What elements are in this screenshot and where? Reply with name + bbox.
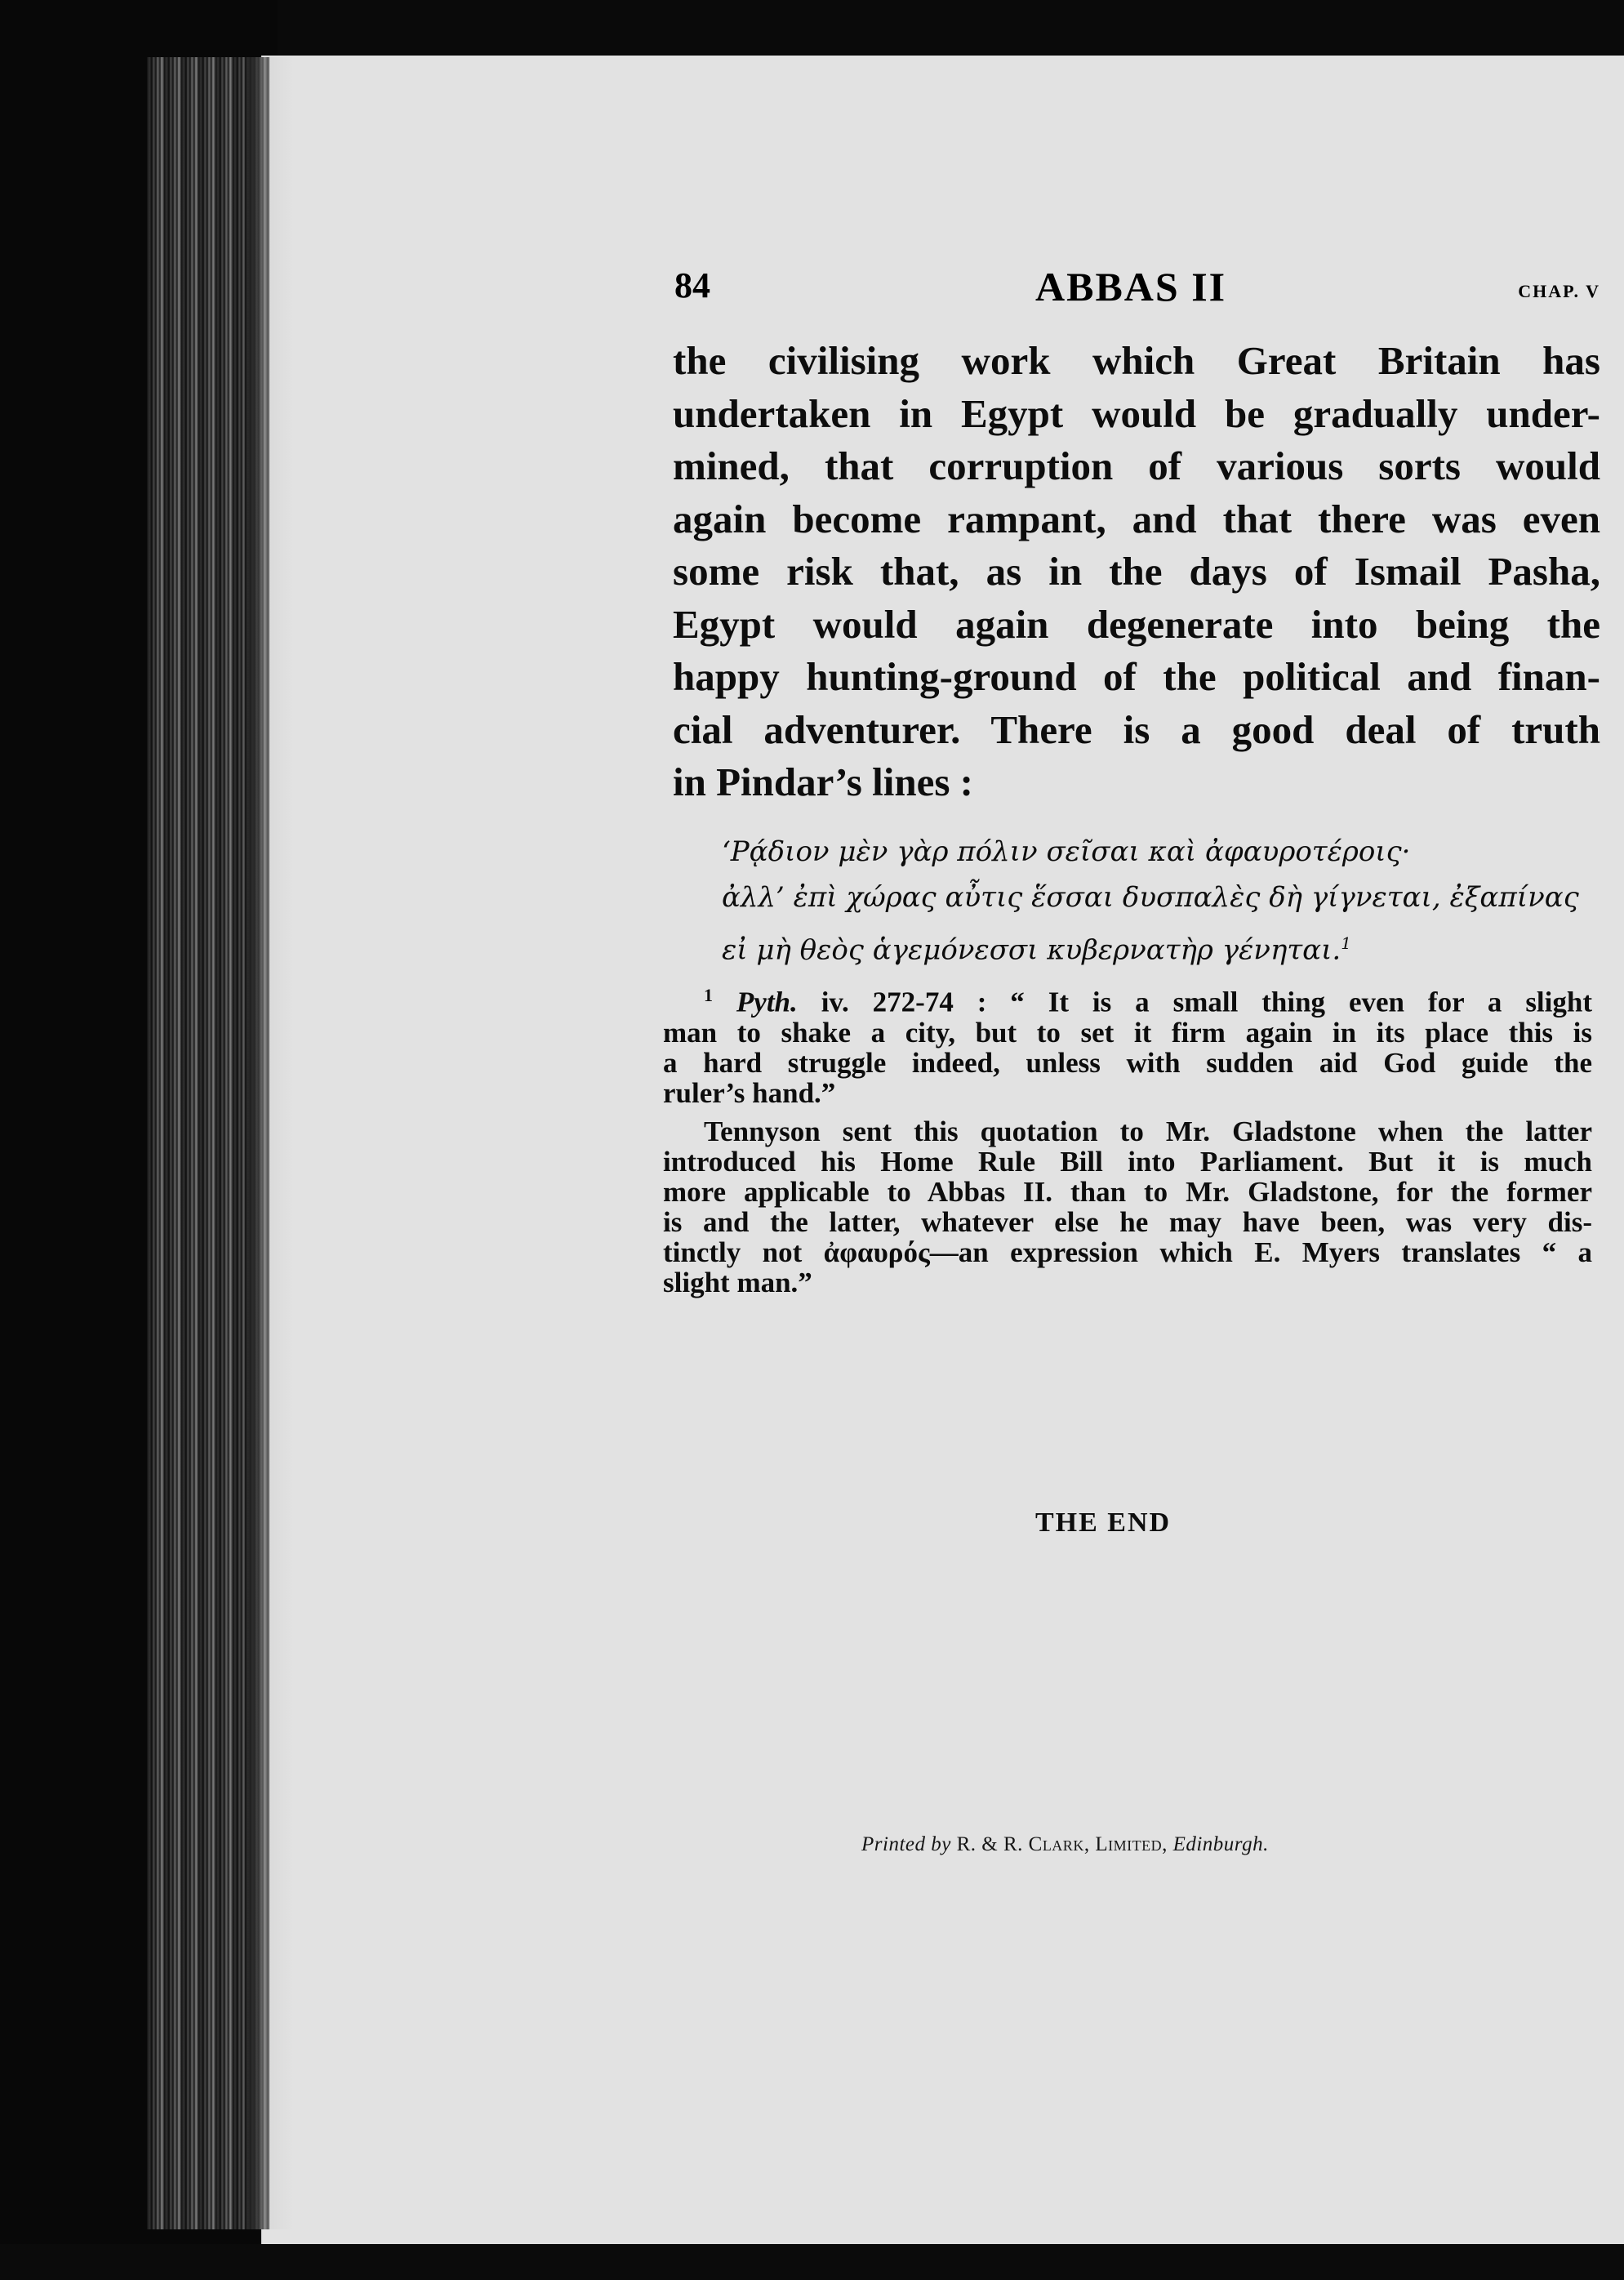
quotation-line: ‘Ρᾴδιον μὲν γὰρ πόλιν σεῖσαι καὶ ἀφαυροτέροις· xyxy=(722,835,1411,868)
footnote-line: slight man.” xyxy=(663,1266,812,1298)
imprint-printed-by: Printed by xyxy=(861,1833,951,1855)
gutter-shadow xyxy=(245,57,294,2229)
greek-quotation xyxy=(722,829,1620,973)
body-line: cial adventurer. There is a good deal of truth xyxy=(673,706,1600,752)
footnote-line: tinctly not ἀφαυρός—an expression which E. Myers translates “ a xyxy=(663,1236,1592,1268)
footnote-paragraph xyxy=(663,980,1592,1108)
footnote-ref: Pyth. xyxy=(736,986,798,1018)
quotation-line: ἀλλ’ ἐπὶ χώρας αὖτις ἕσσαι δυσπαλὲς δὴ γίγνεται, ἐξαπίνας xyxy=(722,881,1579,914)
footnote-line-text: iv. 272-74 : “ It is a small thing even for a slight xyxy=(821,986,1593,1018)
running-title: ABBAS II xyxy=(1035,264,1227,309)
body-line: mined, that corruption of various sorts would xyxy=(673,443,1600,488)
printer-imprint xyxy=(861,1833,1269,1856)
footnote-line: more applicable to Abbas II. than to Mr. Gladstone, for the former xyxy=(663,1175,1592,1208)
body-line: happy hunting-ground of the political and finan- xyxy=(673,654,1600,699)
footnote-line xyxy=(663,980,1592,1018)
the-end-mark: THE END xyxy=(1035,1507,1172,1538)
body-line: the civilising work which Great Britain has xyxy=(673,338,1600,383)
imprint-printer: R. & R. Clark, Limited, xyxy=(956,1833,1168,1855)
imprint-place: Edinburgh. xyxy=(1172,1833,1269,1855)
scan-bottom-border xyxy=(0,2244,1624,2280)
footnote-marker: 1 xyxy=(704,985,713,1005)
chapter-label: CHAP. V xyxy=(1518,281,1600,301)
quotation-line xyxy=(722,920,1620,973)
body-line: Egypt would again degenerate into being the xyxy=(673,601,1600,647)
footnote-line: introduced his Home Rule Bill into Parliament. But it is much xyxy=(663,1145,1592,1178)
body-line: in Pindar’s lines : xyxy=(673,759,973,804)
footnote-line: is and the latter, whatever else he may have been, was very dis- xyxy=(663,1205,1592,1238)
body-line: undertaken in Egypt would be gradually under- xyxy=(673,390,1600,436)
footnote-line: a hard struggle indeed, unless with sudden aid God guide the xyxy=(663,1046,1592,1079)
footnote xyxy=(663,980,1592,1306)
quotation-line-text: εἰ μὴ θεὸς ἁγεμόνεσσι κυβερνατὴρ γένηται. xyxy=(722,933,1341,967)
footnote-line: man to shake a city, but to set it firm again in its place this is xyxy=(663,1016,1592,1049)
footnote-reference: 1 xyxy=(1341,933,1351,953)
running-head xyxy=(674,260,1600,317)
footnote-line: Tennyson sent this quotation to Mr. Gladstone when the latter xyxy=(704,1115,1592,1147)
body-line: some risk that, as in the days of Ismail Pasha, xyxy=(673,549,1600,594)
footnote-paragraph xyxy=(663,1116,1592,1298)
footnote-line: ruler’s hand.” xyxy=(663,1076,836,1109)
body-text xyxy=(673,335,1600,809)
page-number: 84 xyxy=(674,265,710,305)
body-line: again become rampant, and that there was even xyxy=(673,496,1600,541)
